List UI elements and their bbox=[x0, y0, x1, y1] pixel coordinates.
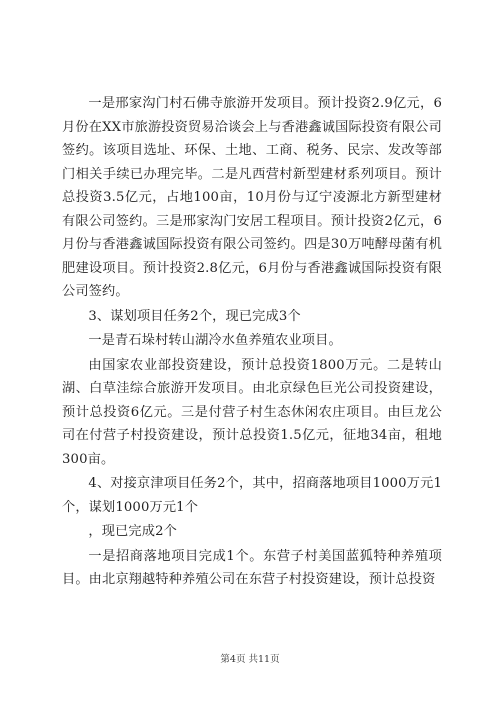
paragraph-heading-planned-projects: 3、谋划项目任务2个，现已完成3个 bbox=[88, 308, 301, 324]
page-footer: 第4页 共11页 bbox=[220, 654, 280, 665]
document-body bbox=[62, 92, 442, 593]
paragraph-planned-projects-detail: 由国家农业部投资建设，预计总投资1800万元。二是转山湖、白草洼综合旅游开发项目。由北京绿色巨光公司投资建设，预计总投资6亿元。三是付营子村生态休闲农庄项目。由巨龙公司在付营子村投资建设，预计总投资1.5亿元，征地34亩，租地300亩。 bbox=[62, 357, 442, 467]
paragraph-fish-farming-project: 一是青石垛村转山湖冷水鱼养殖农业项目。 bbox=[88, 333, 342, 348]
paragraph-investment-landed: 一是招商落地项目完成1个。东营子村美国蓝狐特种养殖项目。由北京翔越特种养殖公司在东营子村投资建设，预计总投资 bbox=[62, 548, 442, 587]
paragraph-completed-count: ，现已完成2个 bbox=[88, 524, 177, 539]
paragraph-heading-beijing-tianjin: 4、对接京津项目任务2个，其中，招商落地项目1000万元1个，谋划1000万元1个 bbox=[62, 476, 442, 515]
paragraph-projects-signed: 一是邢家沟门村石佛寺旅游开发项目。预计投资2.9亿元，6月份在XX市旅游投资贸易洽谈会上与香港鑫诚国际投资有限公司签约。该项目选址、环保、土地、工商、税务、民宗、发改等部门相关手续已办理完毕。二是凡西营村新型建材系列项目。预计总投资3.5亿元，占地100亩，10月份与辽宁凌源北方新型建材有限公司签约。三是邢家沟门安居工程项目。预计投资2亿元，6月份与香港鑫诚国际投资有限公司签约。四是30万吨酵母菌有机肥建设项目。预计投资2.8亿元，6月份与香港鑫诚国际投资有限公司签约。 bbox=[62, 96, 442, 299]
